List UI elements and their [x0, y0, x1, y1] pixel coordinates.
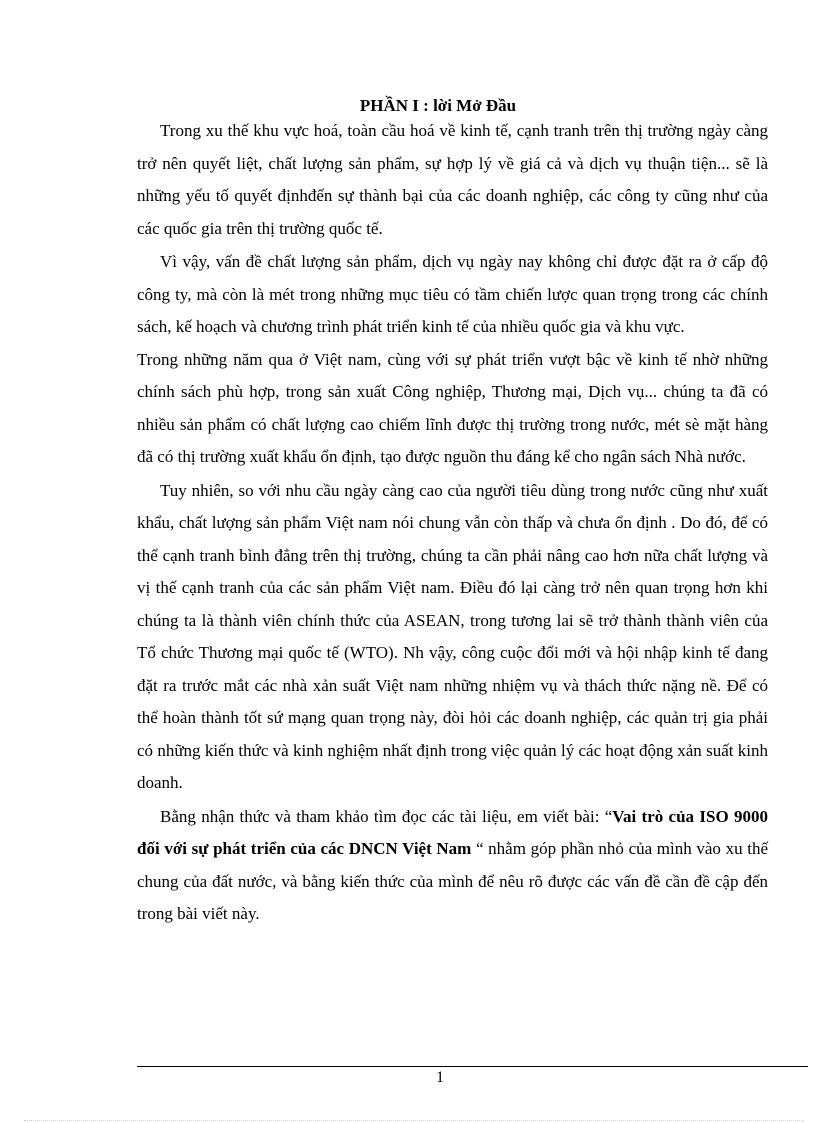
paragraph-quality-strategy: Vì vậy, vấn đề chất lượng sản phẩm, dịch vụ ngày nay không chỉ được đặt ra ở cấp độ công ty, mà còn là mét trong những mục tiêu có tầm chiến lược quan trọng trong các chính sách, kế hoạch và chương trình phát triển kinh tế của nhiều quốc gia và khu vực.: [137, 252, 768, 336]
paragraph-vietnam-progress: Trong những năm qua ở Việt nam, cùng với sự phát triển vượt bậc về kinh tế nhờ những chính sách phù hợp, trong sản xuất Công nghiệp, Thương mại, Dịch vụ... chúng ta đã có nhiều sản phẩm có chất lượng cao chiếm lĩnh được thị trường trong nước, mét sè mặt hàng đã có thị trường xuất khẩu ổn định, tạo được nguồn thu đáng kể cho ngân sách Nhà nước.: [137, 349, 768, 466]
paragraph-closing: [137, 801, 768, 931]
closing-text-after: “ nhằm góp phần nhỏ của mình vào xu thế chung của đất nước, và bằng kiến thức của mình để nêu rõ được các vấn đề cần đề cập đến trong bài viết này.: [137, 839, 768, 923]
closing-text-before: Bằng nhận thức và tham khảo tìm đọc các tài liệu, em viết bài: “: [160, 806, 613, 826]
paragraph-challenges: Tuy nhiên, so với nhu cầu ngày càng cao của người tiêu dùng trong nước cũng như xuất khẩu, chất lượng sản phẩm Việt nam nói chung vẫn còn thấp và chưa ổn định . Do đó, để có thể cạnh tranh bình đẳng trên thị trường, chúng ta cần phải nâng cao hơn nữa chất lượng và vị thế cạnh tranh của các sản phẩm Việt nam. Điều đó lại càng trở nên quan trọng hơn khi chúng ta là thành viên chính thức của ASEAN, trong tương lai sẽ trở thành thành viên của Tổ chức Thương mại quốc tế (WTO). Nh vậy, công cuộc đổi mới và hội nhập kinh tế đang đặt ra trước mắt các nhà xản suất Việt nam những nhiệm vụ và thách thức nặng nề. Để có thể hoàn thành tốt sứ mạng quan trọng này, đòi hỏi các doanh nghiệp, các quản trị gia phải có những kiến thức và kinh nghiệm nhất định trong việc quản lý các hoạt động xản suất kinh doanh.: [137, 480, 768, 792]
essay-title: Vai trò của ISO 9000 đối với sự phát triển của các DNCN Việt Nam: [137, 806, 768, 858]
page-number: 1: [436, 1069, 444, 1086]
page-bottom-border: [24, 1120, 804, 1121]
section-title: PHẦN I : lời Mở Đầu: [359, 96, 517, 115]
document-body: [137, 115, 768, 931]
footer-divider: [137, 1066, 808, 1067]
paragraph-intro: Trong xu thế khu vực hoá, toàn cầu hoá về kinh tế, cạnh tranh trên thị trường ngày càng trở nên quyết liệt, chất lượng sản phẩm, sự hợp lý về giá cả và dịch vụ thuận tiện... sẽ là những yếu tố quyết địnhđến sự thành bại của các doanh nghiệp, các công ty cũng như của các quốc gia trên thị trường quốc tế.: [137, 121, 768, 238]
